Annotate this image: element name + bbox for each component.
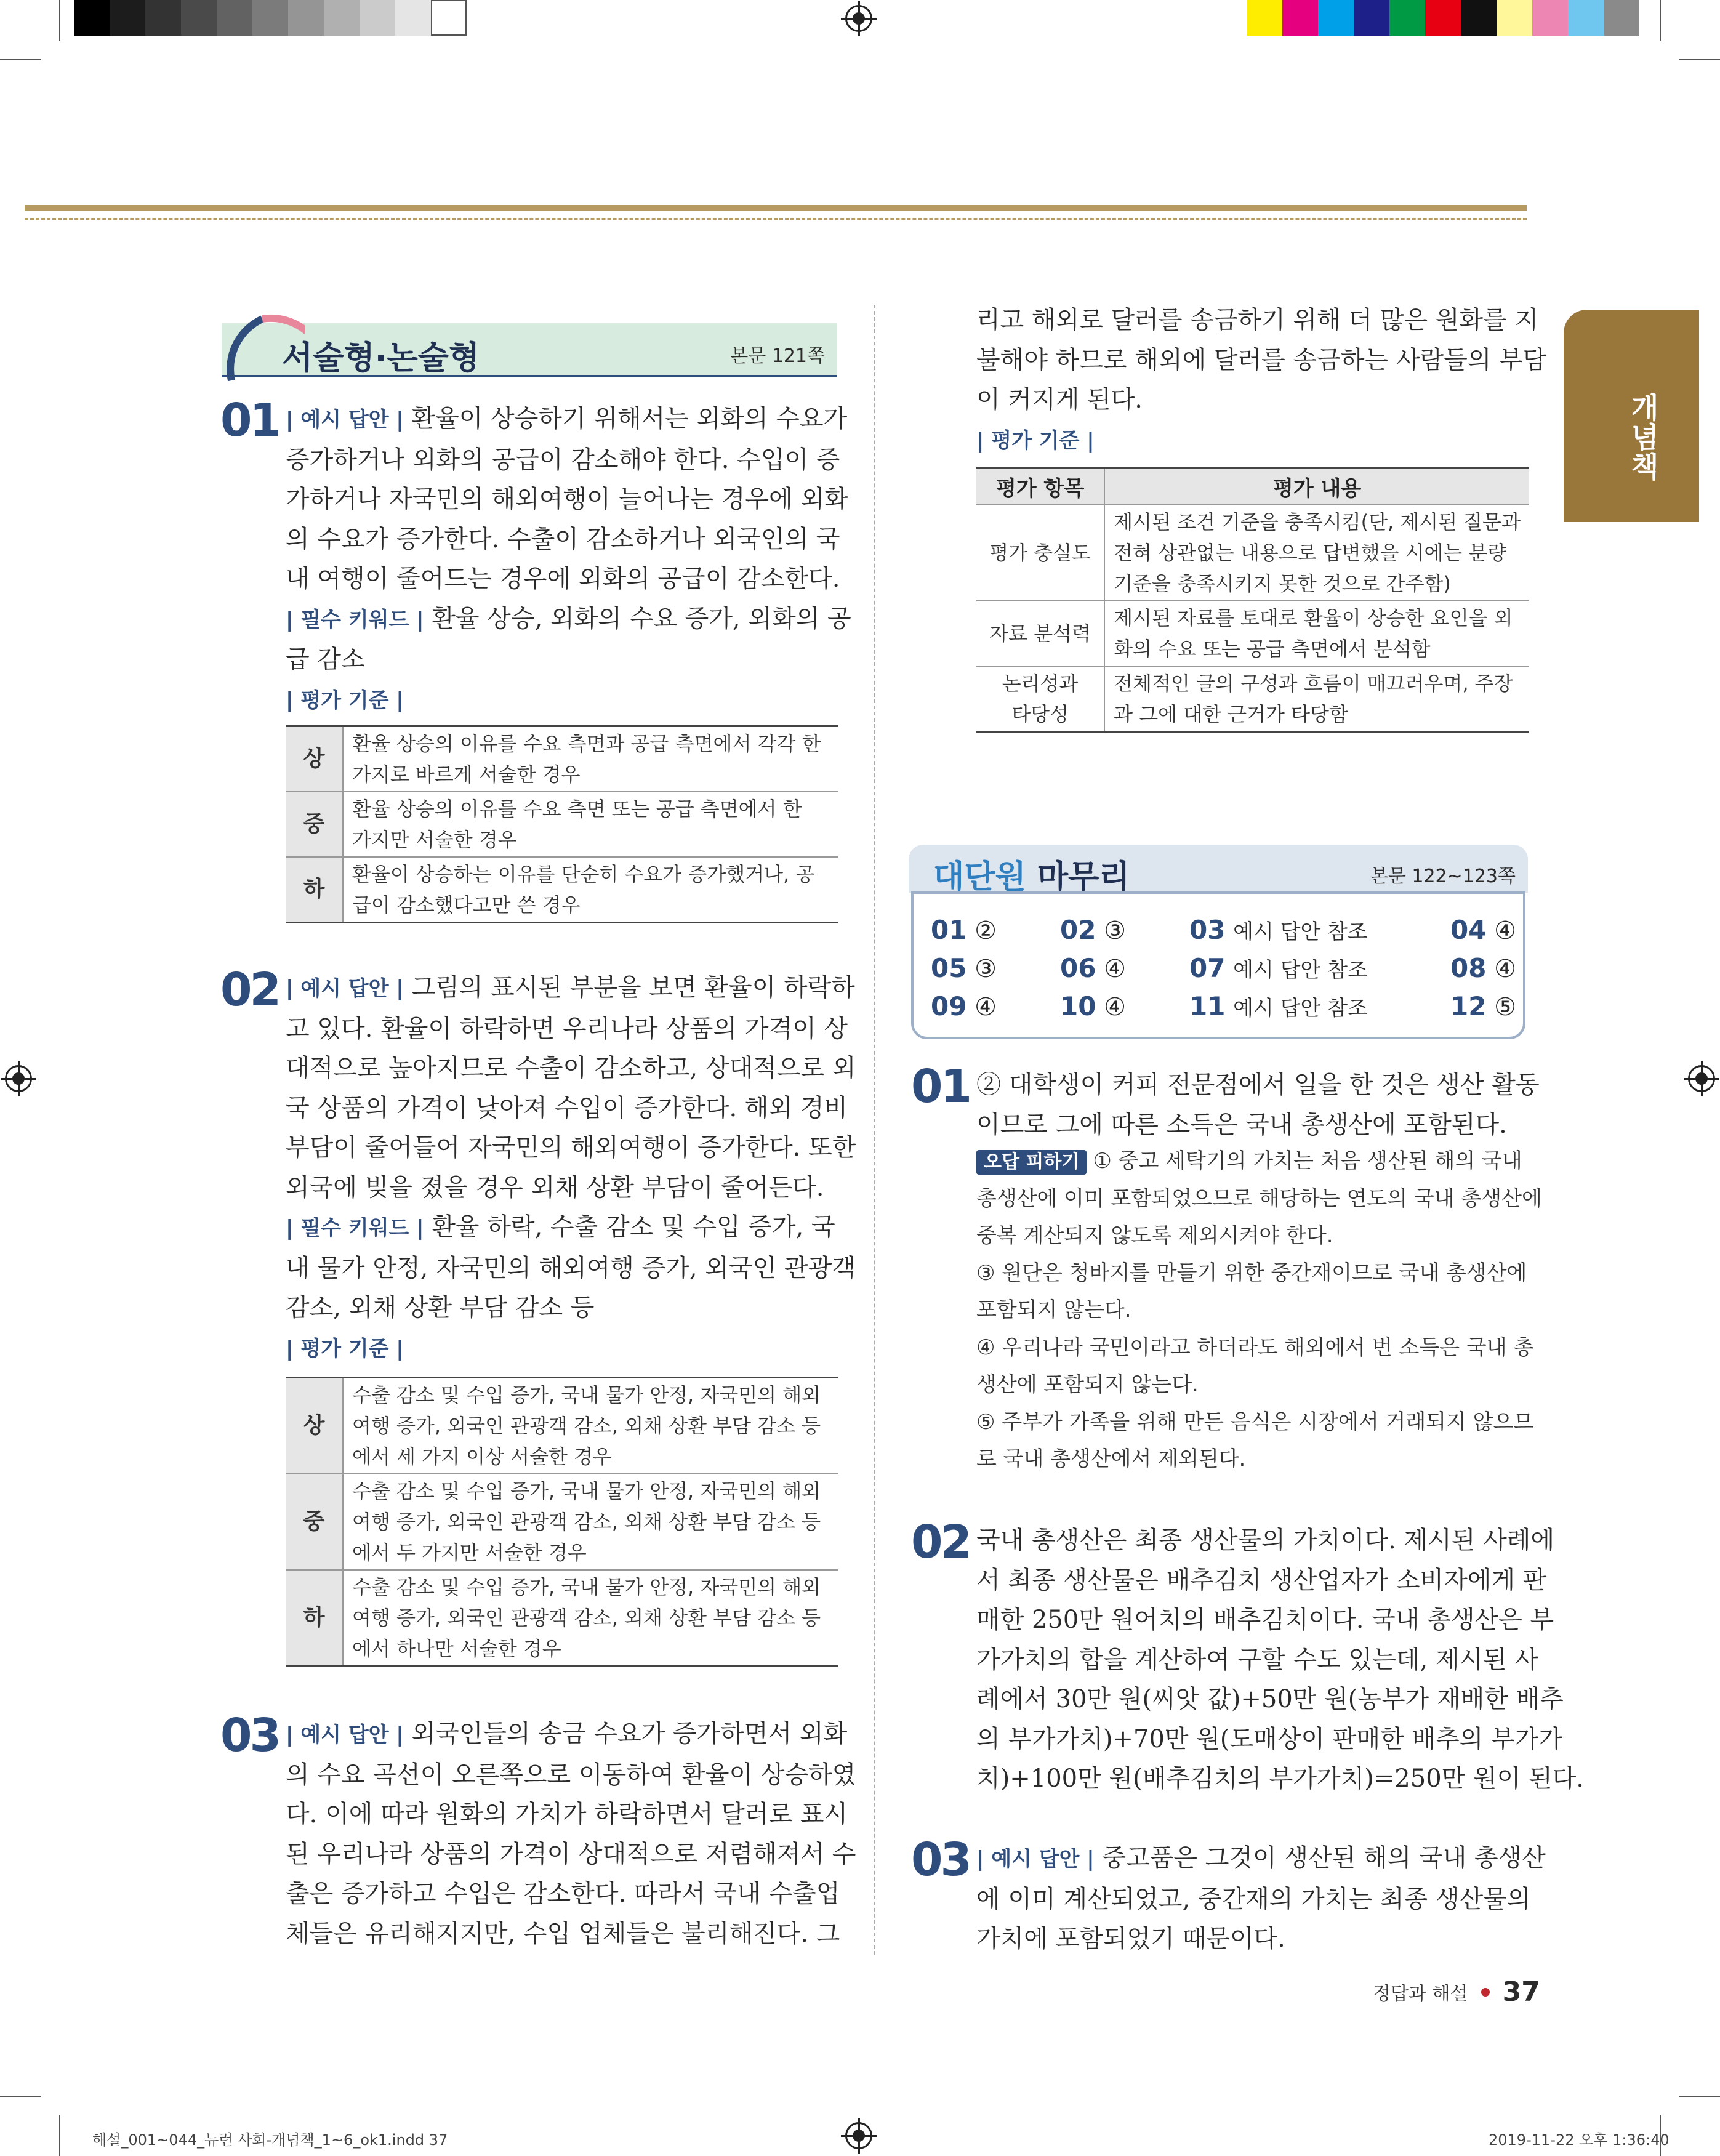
column-divider	[874, 305, 875, 1955]
q3-answer-continued: 리고 해외로 달러를 송금하기 위해 더 많은 원화를 지 불해야 하므로 해외에 달러를 송금하는 사람들의 부담 이 커지게 된다. | 평가 기준 |	[976, 306, 1547, 453]
table-row: 하 환율이 상승하는 이유를 단순히 수요가 증가했거나, 공 급이 감소했다고만 쓴 경우	[286, 857, 838, 923]
table-row: 하 수출 감소 및 수입 증가, 국내 물가 안정, 자국민의 해외 여행 증가, 외국인 관광객 감소, 외채 상환 부담 감소 등 에서 하나만 서술한 경우	[286, 1570, 838, 1667]
header-rule	[25, 205, 1527, 211]
section-header	[222, 323, 837, 375]
r2-explanation: 국내 총생산은 최종 생산물의 가치이다. 제시된 사례에 서 최종 생산물은 배추김치 생산업자가 소비자에게 판 매한 250만 원어치의 배추김치이다. 국내 총생산은 부 가가치의 합을 계산하여 구할 수도 있는데, 제시된 사 례에서 30만 원(씨앗 값)+50만 원(농부가 재배한 배추 의 부가가치)+70만 원(도매상이 판매한 배추의 부가가 치)+100만 원(배추김치의 부가가치)=250만 원이 된다.	[976, 1526, 1584, 1793]
section-title: 서술형·논술형	[282, 340, 480, 377]
footer-dot	[1481, 1988, 1490, 1997]
review-title: 대단원 마무리	[933, 859, 1130, 896]
table-row: 자료 분석력 제시된 자료를 토대로 환율이 상승한 요인을 외 화의 수요 또는 공급 측면에서 분석함	[976, 601, 1529, 666]
review-answer-item: 03 예시 답안 참조	[1189, 915, 1368, 945]
crop-mark	[0, 59, 41, 60]
review-answer-item: 09 ④	[931, 991, 997, 1021]
table-header-row: 평가 항목 평가 내용	[976, 468, 1529, 505]
page-number: 37	[1502, 1976, 1540, 2008]
review-answer-item: 07 예시 답안 참조	[1189, 953, 1368, 983]
review-answer-item: 01 ②	[931, 915, 997, 945]
table-row: 평가 충실도 제시된 조건 기준을 충족시킴(단, 제시된 질문과 전혀 상관없는 내용으로 답변했을 시에는 분량 기준을 충족시키지 못한 것으로 간주함)	[976, 505, 1529, 601]
r3-explanation: | 예시 답안 | 중고품은 그것이 생산된 해의 국내 총생산 에 이미 계산되었고, 중간재의 가치는 최종 생산물의 가치에 포함되었기 때문이다.	[976, 1844, 1546, 1953]
review-answer-item: 06 ④	[1060, 953, 1127, 983]
review-page-ref: 본문 122~123쪽	[1370, 866, 1516, 887]
criteria-label: | 평가 기준 |	[286, 1336, 404, 1361]
criteria-label: | 평가 기준 |	[286, 688, 404, 713]
r1-explanation: ② 대학생이 커피 전문점에서 일을 한 것은 생산 활동 이므로 그에 따른 소득은 국내 총생산에 포함된다.	[976, 1071, 1540, 1139]
example-label: | 예시 답안 |	[976, 1847, 1095, 1872]
crop-mark	[59, 0, 60, 41]
table-row: 상 환율 상승의 이유를 수요 측면과 공급 측면에서 각각 한 가지로 바르게 서술한 경우	[286, 726, 838, 792]
crop-mark	[1679, 59, 1720, 60]
question-number: 01	[220, 394, 279, 447]
avoid-badge: 오답 피하기	[976, 1150, 1087, 1175]
crop-mark	[0, 2096, 41, 2097]
table-row: 논리성과 타당성 전체적인 글의 구성과 흐름이 매끄러우며, 주장 과 그에 대한 근거가 타당함	[976, 666, 1529, 732]
page-footer	[1373, 1976, 1540, 2008]
example-label: | 예시 답안 |	[286, 408, 404, 432]
example-label: | 예시 답안 |	[286, 976, 404, 1001]
crop-mark	[59, 2115, 60, 2156]
keyword-label: | 필수 키워드 |	[286, 607, 424, 632]
q1-criteria-table	[286, 725, 838, 923]
review-answer-item: 05 ③	[931, 953, 997, 983]
side-tab: 개념책	[1564, 310, 1699, 522]
slug-filename: 해설_001~044_뉴런 사회-개념책_1~6_ok1.indd 37	[92, 2131, 448, 2149]
review-header	[909, 845, 1528, 896]
q3-criteria-table	[976, 467, 1529, 733]
question-number: 03	[911, 1833, 970, 1886]
r1-avoid-mistakes: 오답 피하기 ① 중고 세탁기의 가치는 처음 생산된 해의 국내 총생산에 이미 포함되었으므로 해당하는 연도의 국내 총생산에 중복 계산되지 않도록 제외시켜야 한다. ③ 원단은 청바지를 만들기 위한 중간재이므로 국내 총생산에 포함되지 않는다. ④ 우리나라 국민이라고 하더라도 해외에서 번 소득은 국내 총 생산에 포함되지 않는다. ⑤ 주부가 가족을 위해 만든 음식은 시장에서 거래되지 않으므 로 국내 총생산에서 제외된다.	[976, 1149, 1542, 1471]
review-answer-item: 12 ⑤	[1450, 991, 1517, 1021]
crop-mark	[1660, 0, 1661, 41]
crop-mark	[1679, 2096, 1720, 2097]
question-number: 01	[911, 1060, 970, 1113]
q2-answer: | 예시 답안 | 그림의 표시된 부분을 보면 환율이 하락하 고 있다. 환율이 하락하면 우리나라 상품의 가격이 상 대적으로 높아지므로 수출이 감소하고, 상대적으로 외 국 상품의 가격이 낮아져 수입이 증가한다. 해외 경비 부담이 줄어들어 자국민의 해외여행이 증가한다. 또한 외국에 빚을 졌을 경우 외채 상환 부담이 줄어든다. | 필수 키워드 | 환율 하락, 수출 감소 및 수입 증가, 국 내 물가 안정, 자국민의 해외여행 증가, 외국인 관광객 감소, 외채 상환 부담 감소 등 | 평가 기준 |	[286, 973, 856, 1361]
review-answer-item: 04 ④	[1450, 915, 1517, 945]
cmyk-color-bar	[1247, 0, 1639, 36]
keyword-label: | 필수 키워드 |	[286, 1216, 424, 1241]
table-row: 상 수출 감소 및 수입 증가, 국내 물가 안정, 자국민의 해외 여행 증가, 외국인 관광객 감소, 외채 상환 부담 감소 등 에서 세 가지 이상 서술한 경우	[286, 1378, 838, 1474]
grayscale-color-bar	[74, 0, 467, 36]
question-number: 03	[220, 1709, 279, 1762]
question-number: 02	[220, 963, 279, 1016]
criteria-label: | 평가 기준 |	[976, 428, 1095, 453]
footer-label: 정답과 해설	[1373, 1983, 1468, 2005]
table-row: 중 수출 감소 및 수입 증가, 국내 물가 안정, 자국민의 해외 여행 증가, 외국인 관광객 감소, 외채 상환 부담 감소 등 에서 두 가지만 서술한 경우	[286, 1474, 838, 1570]
example-label: | 예시 답안 |	[286, 1723, 404, 1747]
q3-answer: | 예시 답안 | 외국인들의 송금 수요가 증가하면서 외화 의 수요 곡선이 오른쪽으로 이동하여 환율이 상승하였 다. 이에 따라 원화의 가치가 하락하면서 달러로 표시 된 우리나라 상품의 가격이 상대적으로 저렴해져서 수 출은 증가하고 수입은 감소한다. 따라서 국내 수출업 체들은 유리해지지만, 수입 업체들은 불리해진다. 그	[286, 1720, 856, 1948]
q1-answer: | 예시 답안 | 환율이 상승하기 위해서는 외화의 수요가 증가하거나 외화의 공급이 감소해야 한다. 수입이 증 가하거나 자국민의 해외여행이 늘어나는 경우에 외화 의 수요가 증가한다. 수출이 감소하거나 외국인의 국 내 여행이 줄어드는 경우에 외화의 공급이 감소한다. | 필수 키워드 | 환율 상승, 외화의 수요 증가, 외화의 공 급 감소 | 평가 기준 |	[286, 404, 851, 713]
registration-mark-left	[5, 1065, 32, 1092]
question-number: 02	[911, 1516, 970, 1569]
registration-mark-top	[845, 5, 872, 32]
q2-criteria-table	[286, 1377, 838, 1667]
table-row: 중 환율 상승의 이유를 수요 측면 또는 공급 측면에서 한 가지만 서술한 경우	[286, 792, 838, 857]
review-answer-item: 08 ④	[1450, 953, 1517, 983]
header-dashed-rule	[25, 218, 1527, 220]
review-answer-item: 10 ④	[1060, 991, 1127, 1021]
registration-mark-bottom	[845, 2122, 872, 2149]
slug-timestamp: 2019-11-22 오후 1:36:40	[1489, 2131, 1670, 2149]
section-arc-icon	[219, 300, 305, 387]
registration-mark-right	[1688, 1065, 1715, 1092]
section-page-ref: 본문 121쪽	[730, 345, 825, 367]
review-answer-item: 02 ③	[1060, 915, 1127, 945]
review-answer-item: 11 예시 답안 참조	[1189, 991, 1368, 1021]
